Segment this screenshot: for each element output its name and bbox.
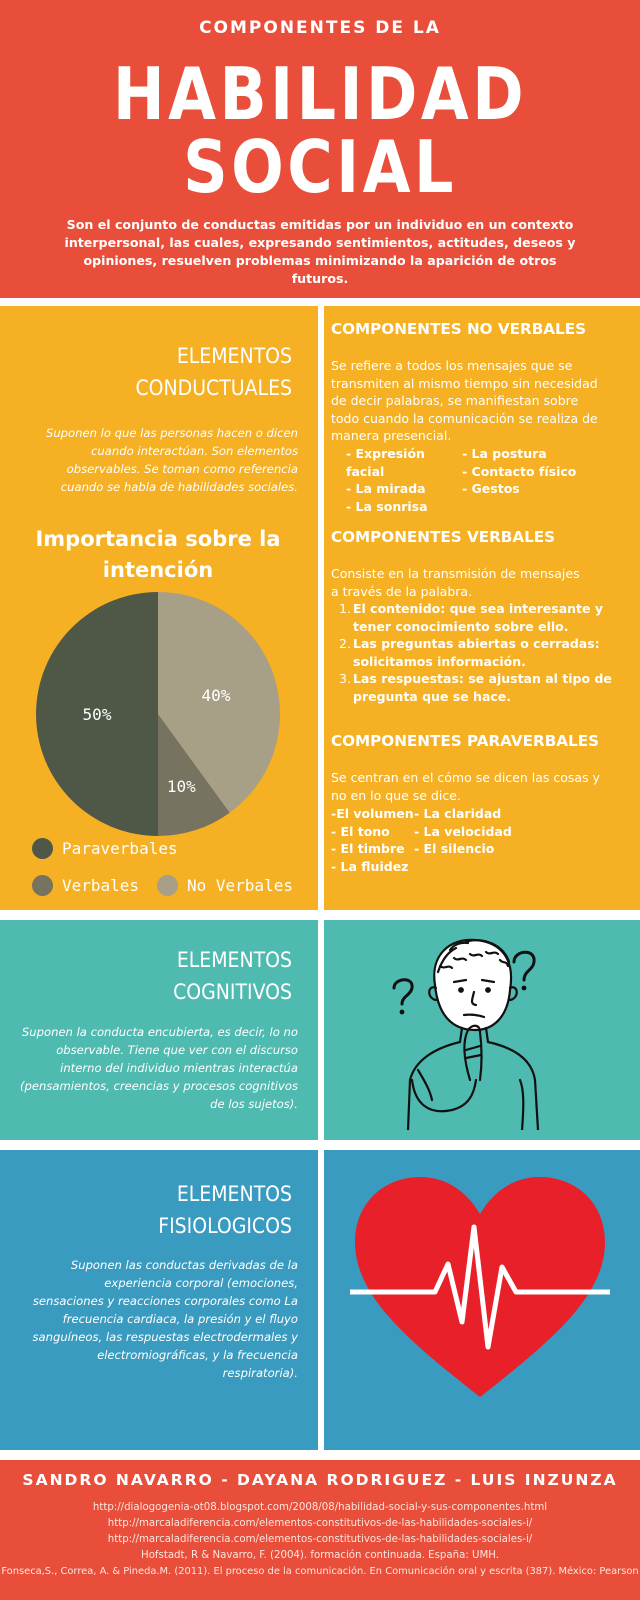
fisiologicos-title-line-1: ELEMENTOS xyxy=(176,1182,292,1206)
paraverbales-list-1 xyxy=(331,805,421,875)
authors: SANDRO NAVARRO - DAYANA RODRIGUEZ - LUIS INZUNZA xyxy=(22,1471,618,1489)
list-item: -El volumen xyxy=(331,806,414,821)
conductuales-description: Suponen lo que las personas hacen o dicen cuando interactúan. Son elementos observables. Se toman como referencia cuando se habla de habilidades sociales. xyxy=(45,426,298,494)
reference-text: Hofstadt, R & Navarro, F. (2004). formación continuada. España: UMH. xyxy=(141,1550,499,1561)
reference-link[interactable]: http://dialogogenia-ot08.blogspot.com/2008/08/habilidad-social-y-sus-componentes.html xyxy=(92,1502,548,1513)
list-item: - Contacto físico xyxy=(462,463,577,479)
list-text: El contenido: que sea interesante y xyxy=(353,601,603,616)
chart-title: Importancia sobre la intención xyxy=(35,527,281,582)
legend-marker-verbales xyxy=(32,875,53,896)
list-item: - La velocidad xyxy=(414,823,512,839)
pie-data-label: 10% xyxy=(166,776,196,796)
list-item: - La fluidez xyxy=(331,858,409,874)
verbales-list xyxy=(339,600,629,705)
legend-label-paraverbales: Paraverbales xyxy=(62,839,178,858)
list-item xyxy=(339,635,629,670)
thinking-person-icon xyxy=(390,930,560,1130)
list-item: - Gestos xyxy=(462,481,520,496)
list-item: - El tono xyxy=(331,823,390,839)
cognitivos-description: Suponen la conducta encubierta, es decir, lo no observable. Tiene que ver con el discurso interno del individuo mientras interactúa (pensamientos, creencias y procesos cognitivos de los sujetos). xyxy=(19,1025,298,1111)
conductuales-title-line-2: CONDUCTUALES xyxy=(135,376,292,400)
title-line-1: HABILIDAD xyxy=(112,52,528,136)
list-text: Las preguntas abiertas o cerradas: xyxy=(353,636,600,651)
heartbeat-icon xyxy=(350,1172,610,1402)
conductuales-title xyxy=(20,340,292,404)
main-title xyxy=(45,52,595,209)
list-text: pregunta que se hace. xyxy=(353,688,512,704)
legend-marker-no-verbales xyxy=(157,875,178,896)
list-item: - Expresión facial xyxy=(346,446,425,479)
no-verbales-text: Se refiere a todos los mensajes que se transmiten al mismo tiempo sin necesidad de decir palabras, se manifiestan sobre todo cuando la comunicación se realiza de manera presencial. xyxy=(331,358,598,443)
pie-data-label: 50% xyxy=(82,705,112,724)
list-item: - El silencio xyxy=(414,841,495,856)
legend-label-no-verbales: No Verbales xyxy=(187,876,293,895)
list-number: 1. xyxy=(339,601,351,616)
list-number: 2. xyxy=(339,636,351,651)
title-line-2: SOCIAL xyxy=(183,125,457,209)
list-text: tener conocimiento sobre ello. xyxy=(353,618,569,634)
list-text: Las respuestas: se ajustan al tipo de xyxy=(353,671,612,686)
fisiologicos-title xyxy=(20,1178,292,1242)
fisiologicos-title-line-2: FISIOLOGICOS xyxy=(158,1214,292,1238)
supertitle: COMPONENTES DE LA xyxy=(199,18,441,38)
list-item: - La mirada xyxy=(346,481,426,496)
reference-text: Fonseca,S., Correa, A. & Pineda.M. (2011). El proceso de la comunicación. En Comunicación oral y escrita (387). México: Pearson xyxy=(1,1566,639,1577)
intro-text: Son el conjunto de conductas emitidas por un individuo en un contexto interpersonal, las cuales, expresando sentimientos, actitudes, deseos y opiniones, resuelven problemas minimizando la aparición de otros futuros. xyxy=(64,217,576,286)
list-item: - La postura xyxy=(462,446,547,461)
no-verbales-heading: COMPONENTES NO VERBALES xyxy=(331,320,587,338)
verbales-heading: COMPONENTES VERBALES xyxy=(331,528,556,546)
legend-marker-paraverbales xyxy=(32,838,53,859)
list-item: - La claridad xyxy=(414,806,502,821)
paraverbales-text: Se centran en el cómo se dicen las cosas y no en lo que se dice. xyxy=(331,770,600,803)
list-number: 3. xyxy=(339,671,351,686)
list-item xyxy=(339,600,629,635)
conductuales-title-line-1: ELEMENTOS xyxy=(176,344,292,368)
pie-data-label: 40% xyxy=(201,686,231,706)
list-text: solicitamos información. xyxy=(353,653,526,669)
reference-link[interactable]: http://marcaladiferencia.com/elementos-constitutivos-de-las-habilidades-sociales-i/ xyxy=(107,1534,533,1545)
pie-chart xyxy=(28,584,288,844)
verbales-text: Consiste en la transmisión de mensajes a través de la palabra. xyxy=(331,566,580,599)
list-item xyxy=(339,670,629,705)
list-item: - La sonrisa xyxy=(346,498,428,514)
legend-label-verbales: Verbales xyxy=(62,876,140,895)
cognitivos-title-line-1: ELEMENTOS xyxy=(176,948,292,972)
fisiologicos-description: Suponen las conductas derivadas de la experiencia corporal (emociones, sensaciones y reacciones corporales como La frecuencia cardiaca, la presión y el fluyo sanguíneos, las respuestas electrodermales y electromiográficas, y la frecuencia respiratoria). xyxy=(32,1258,298,1380)
cognitivos-title xyxy=(20,944,292,1008)
paraverbales-heading: COMPONENTES PARAVERBALES xyxy=(331,732,600,750)
cognitivos-title-line-2: COGNITIVOS xyxy=(173,980,292,1004)
list-item: - El timbre xyxy=(331,841,405,856)
paraverbales-list-2 xyxy=(414,805,534,858)
no-verbales-list-2 xyxy=(462,445,612,498)
no-verbales-list-1 xyxy=(346,445,466,515)
reference-link[interactable]: http://marcaladiferencia.com/elementos-constitutivos-de-las-habilidades-sociales-i/ xyxy=(107,1518,533,1529)
